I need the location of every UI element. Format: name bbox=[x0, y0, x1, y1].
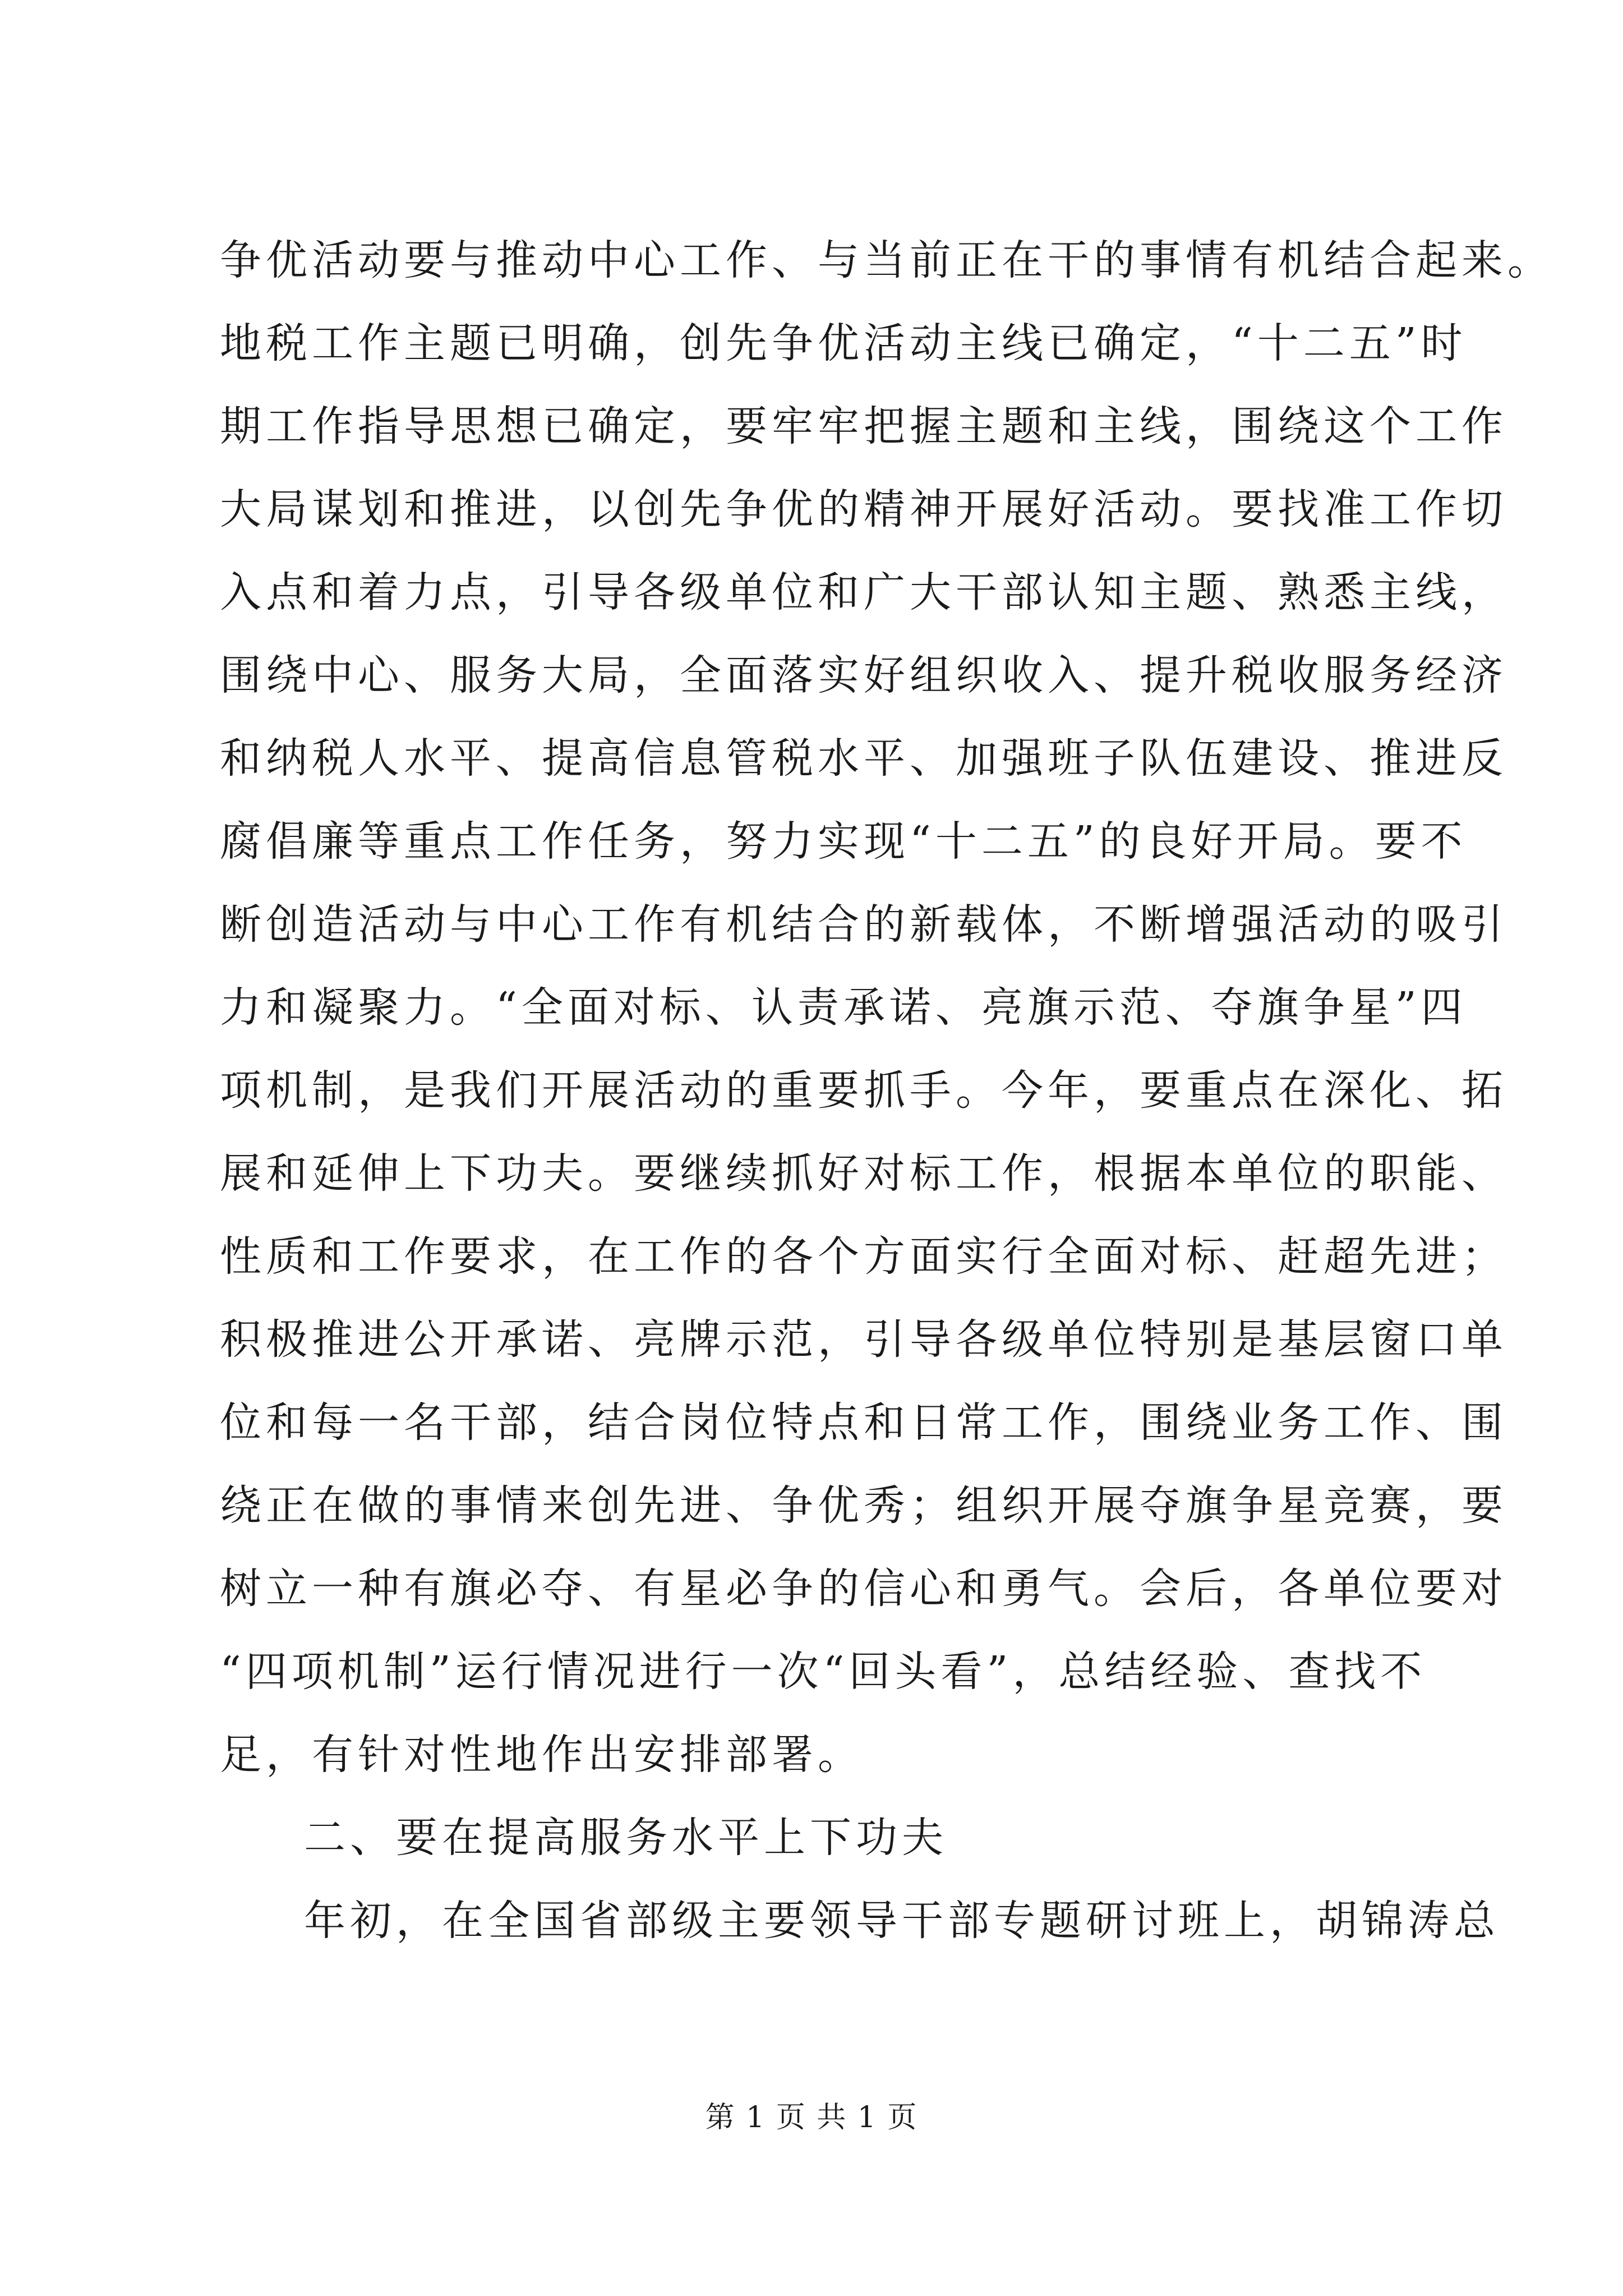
text-line: 绕正在做的事情来创先进、争优秀；组织开展夺旗争星竞赛，要 bbox=[220, 1481, 1507, 1530]
body-text bbox=[220, 219, 1553, 1962]
text-line: 和纳税人水平、提高信息管税水平、加强班子队伍建设、推进反 bbox=[220, 734, 1507, 783]
text-line: 力和凝聚力。“全面对标、认责承诺、亮旗示范、夺旗争星”四 bbox=[220, 983, 1467, 1032]
text-line: 足，有针对性地作出安排部署。 bbox=[220, 1731, 864, 1779]
page-footer: 第 1 页 共 1 页 bbox=[705, 2101, 918, 2134]
text-line: 年初，在全国省部级主要领导干部专题研讨班上，胡锦涛总 bbox=[304, 1897, 1500, 1945]
text-line: 围绕中心、服务大局，全面落实好组织收入、提升税收服务经济 bbox=[220, 651, 1507, 700]
text-line: 大局谋划和推进，以创先争优的精神开展好活动。要找准工作切 bbox=[220, 485, 1507, 533]
text-line: 入点和着力点，引导各级单位和广大干部认知主题、熟悉主线， bbox=[220, 568, 1507, 616]
text-line: 树立一种有旗必夺、有星必争的信心和勇气。会后，各单位要对 bbox=[220, 1565, 1507, 1613]
text-line: 地税工作主题已明确，创先争优活动主线已确定，“十二五”时 bbox=[220, 319, 1467, 367]
text-line: 项机制，是我们开展活动的重要抓手。今年，要重点在深化、拓 bbox=[220, 1066, 1507, 1115]
text-line: 位和每一名干部，结合岗位特点和日常工作，围绕业务工作、围 bbox=[220, 1398, 1507, 1447]
text-line: 断创造活动与中心工作有机结合的新载体，不断增强活动的吸引 bbox=[220, 900, 1507, 949]
text-line: 腐倡廉等重点工作任务，努力实现“十二五”的良好开局。要不 bbox=[220, 817, 1467, 866]
text-line: 争优活动要与推动中心工作、与当前正在干的事情有机结合起来。 bbox=[220, 236, 1553, 284]
section-heading: 二、要在提高服务水平上下功夫 bbox=[304, 1814, 948, 1862]
text-line: 积极推进公开承诺、亮牌示范，引导各级单位特别是基层窗口单 bbox=[220, 1315, 1507, 1364]
text-line: 性质和工作要求，在工作的各个方面实行全面对标、赶超先进； bbox=[220, 1232, 1507, 1281]
text-line: 展和延伸上下功夫。要继续抓好对标工作，根据本单位的职能、 bbox=[220, 1149, 1507, 1198]
text-line: “四项机制”运行情况进行一次“回头看”，总结经验、查找不 bbox=[220, 1648, 1427, 1696]
text-line: 期工作指导思想已确定，要牢牢把握主题和主线，围绕这个工作 bbox=[220, 402, 1507, 450]
